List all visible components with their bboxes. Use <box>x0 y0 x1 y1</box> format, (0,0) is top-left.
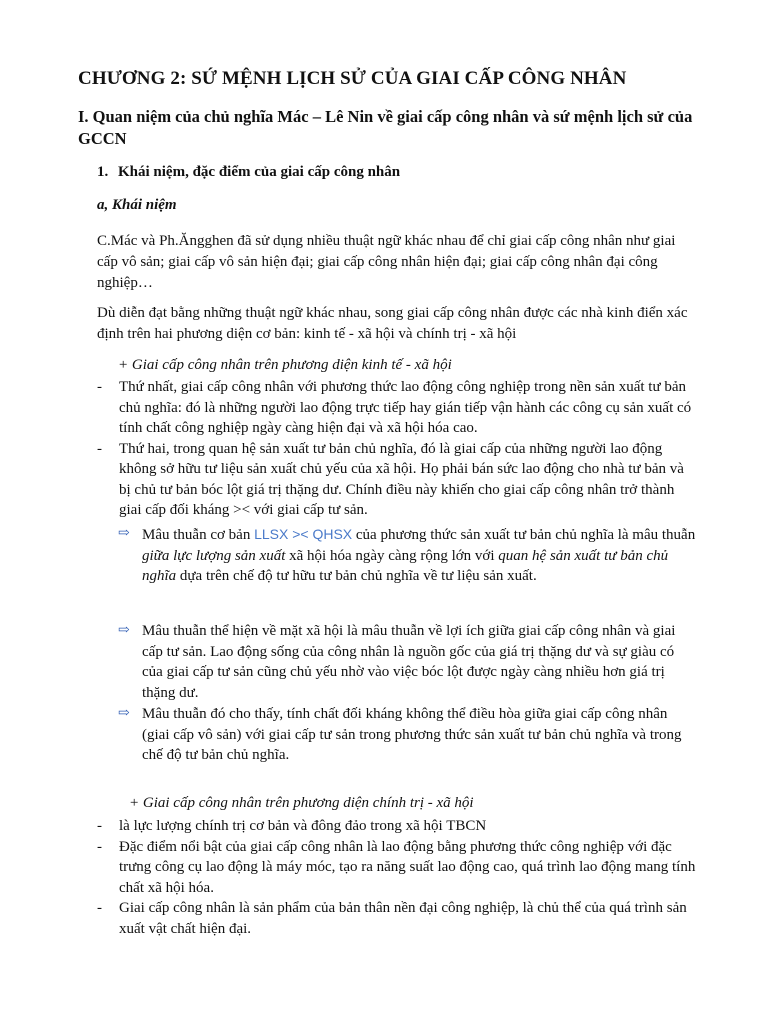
bullet-text: Thứ hai, trong quan hệ sản xuất tư bản chủ nghĩa, đó là giai cấp của những người lao động không sở hữu tư liệu sản xuất chủ yếu của xã hội. Họ phải bán sức lao động cho nhà tư bản và bị chủ tư bản bóc lột giá trị thặng dư. Chính điều này khiến cho giai cấp công nhân trở thành giai cấp đối kháng >< với giai cấp tư sản. <box>119 440 684 518</box>
bullet-text: Đặc điểm nổi bật của giai cấp công nhân là lao động bằng phương thức công nghiệp với đặc trưng công cụ lao động là máy móc, tạo ra năng suất lao động cao, quá trình lao động mang tính chất xã hội hóa. <box>119 838 696 896</box>
arrow-point <box>118 704 696 766</box>
dash-bullet: - <box>97 818 102 834</box>
arrow-point <box>118 524 696 587</box>
list-item <box>97 816 697 837</box>
list-item <box>97 439 697 521</box>
arrow-point-list <box>118 524 696 587</box>
text-run: Mâu thuẫn cơ bản <box>142 527 255 543</box>
italic-term: quan hệ sản xuất tư bản chủ nghĩa <box>142 547 669 584</box>
arrow-right-icon: ⇨ <box>118 526 130 541</box>
italic-term: giữa lực lượng sản xuất <box>142 547 286 564</box>
bullet-text: là lực lượng chính trị cơ bản và đông đảo trong xã hội TBCN <box>119 818 487 834</box>
dash-bullet: - <box>97 838 102 855</box>
political-bullet-list <box>97 816 697 939</box>
economic-aspect-heading: + Giai cấp công nhân trên phương diện kinh tế - xã hội <box>118 357 452 373</box>
arrow-point-text: Mâu thuẫn thể hiện về mặt xã hội là mâu thuẫn về lợi ích giữa giai cấp công nhân và giai cấp tư sản. Lao động sống của công nhân là nguồn gốc của giá trị thặng dư và sự giàu có của giai cấp tư sản cũng chủ yếu nhờ vào việc bóc lột được ngày càng nhiều hơn giá trị thặng dư. <box>142 623 676 701</box>
arrow-point-text <box>142 527 695 584</box>
arrow-point-text: Mâu thuẫn đó cho thấy, tính chất đối kháng không thể điều hòa giữa giai cấp công nhân (giai cấp vô sản) với giai cấp tư sản trong phương thức sản xuất tư bản chủ nghĩa và trong chế độ tư bản chủ nghĩa. <box>142 706 682 763</box>
dash-bullet: - <box>97 900 102 916</box>
heading-text: Khái niệm, đặc điểm của giai cấp công nhân <box>118 164 401 180</box>
paragraph-terms: C.Mác và Ph.Ăngghen đã sử dụng nhiều thuật ngữ khác nhau để chỉ giai cấp công nhân như giai cấp vô sản; giai cấp vô sản hiện đại; giai cấp công nhân hiện đại; giai cấp công nhân đại công nghiệp… <box>97 233 676 291</box>
arrow-point <box>118 621 696 703</box>
dash-bullet: - <box>97 440 102 457</box>
numbered-heading <box>97 164 400 181</box>
arrow-point-list <box>118 704 696 766</box>
list-item <box>97 837 697 899</box>
text-run: của phương thức sản xuất tư bản chủ nghĩa là mâu thuẫn <box>352 527 696 543</box>
dash-bullet: - <box>97 379 102 395</box>
subheading-definition: a, Khái niệm <box>97 197 177 213</box>
abbreviation-llsx-qhsx: LLSX >< QHSX <box>254 526 353 542</box>
arrow-right-icon: ⇨ <box>118 623 130 638</box>
arrow-right-icon: ⇨ <box>118 706 130 721</box>
text-run: xã hội hóa ngày càng rộng lớn với <box>285 547 499 564</box>
list-item <box>97 898 697 939</box>
economic-bullet-list <box>97 377 697 521</box>
section-heading: I. Quan niệm của chủ nghĩa Mác – Lê Nin về giai cấp công nhân và sứ mệnh lịch sử của GCCN <box>78 107 693 148</box>
political-aspect-heading: + Giai cấp công nhân trên phương diện chính trị - xã hội <box>129 795 474 811</box>
list-item <box>97 377 697 439</box>
bullet-text: Giai cấp công nhân là sản phẩm của bản thân nền đại công nghiệp, là chủ thể của quá trình sản xuất vật chất hiện đại. <box>119 900 687 937</box>
arrow-point-list <box>118 621 696 703</box>
paragraph-two-aspects: Dù diễn đạt bằng những thuật ngữ khác nhau, song giai cấp công nhân được các nhà kinh điển xác định trên hai phương diện cơ bản: kinh tế - xã hội và chính trị - xã hội <box>97 305 688 342</box>
bullet-text: Thứ nhất, giai cấp công nhân với phương thức lao động công nghiệp trong nền sản xuất tư bản chủ nghĩa: đó là những người lao động trực tiếp hay gián tiếp vận hành các công cụ sản xuất có tính chất công nghiệp ngày càng hiện đại và xã hội hóa cao. <box>119 379 692 436</box>
text-run: dựa trên chế độ tư hữu tư bản chủ nghĩa về tư liệu sản xuất. <box>176 568 537 584</box>
chapter-title: CHƯƠNG 2: SỨ MỆNH LỊCH SỬ CỦA GIAI CẤP CÔNG NHÂN <box>78 68 627 89</box>
heading-number: 1. <box>97 164 109 180</box>
